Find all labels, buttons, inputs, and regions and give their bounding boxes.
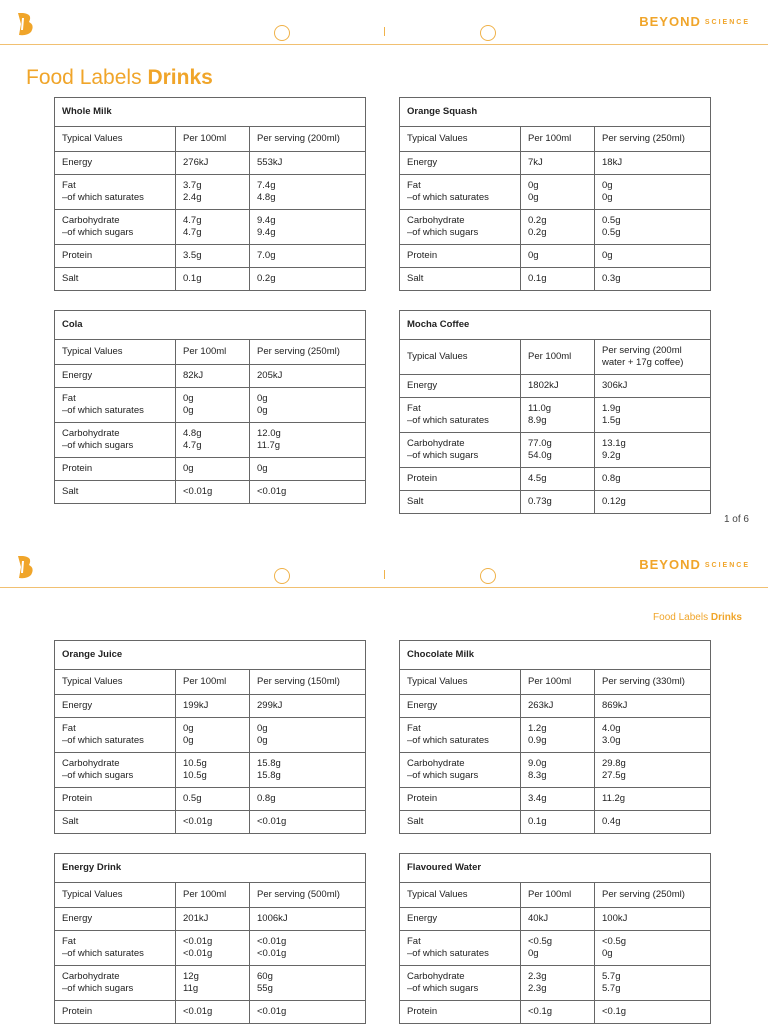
brand-name: BEYOND SCIENCE — [639, 14, 750, 29]
nutrient-value: 0g 0g — [176, 718, 250, 752]
header-divider — [0, 44, 768, 45]
table-row — [400, 491, 710, 513]
header-divider — [0, 587, 768, 588]
nutrient-value: 9.4g 9.4g — [257, 215, 276, 238]
nutrient-value: 11.2g — [602, 793, 626, 804]
nutrition-table — [399, 853, 711, 1024]
row-label: Protein — [55, 1001, 176, 1023]
nutrient-value: 12.0g 11.7g — [257, 428, 281, 451]
table-row — [55, 1001, 365, 1023]
row-label: Protein — [400, 245, 521, 267]
brand-logo-icon — [14, 555, 36, 579]
nutrient-value: 0g 0g — [257, 723, 268, 746]
column-header: Typical Values — [400, 127, 521, 151]
column-header: Per serving (200ml water + 17g coffee) — [602, 345, 684, 368]
binder-hole-icon — [274, 25, 290, 41]
nutrient-value: 1802kJ — [521, 375, 595, 397]
nutrient-value: 0.12g — [602, 496, 626, 507]
nutrient-value: 9.0g 8.3g — [521, 753, 595, 787]
column-header: Per 100ml — [176, 670, 250, 694]
nutrient-value: 869kJ — [602, 700, 628, 711]
nutrient-value: 0.2g — [257, 273, 276, 284]
nutrient-value: 60g 55g — [257, 971, 273, 994]
nutrient-value: 0.5g — [176, 788, 250, 810]
nutrient-value: 0g 0g — [521, 175, 595, 209]
column-header: Per 100ml — [521, 883, 595, 907]
table-row — [55, 811, 365, 833]
column-header: Per serving (250ml) — [257, 346, 340, 357]
nutrient-value: 0g — [176, 458, 250, 480]
table-header-row — [55, 670, 365, 695]
table-row — [55, 481, 365, 503]
table-row — [55, 245, 365, 268]
column-header: Per serving (330ml) — [602, 676, 685, 687]
row-label: Salt — [400, 491, 521, 513]
nutrient-value: 306kJ — [602, 380, 628, 391]
table-row — [400, 931, 710, 966]
nutrition-table — [399, 640, 711, 834]
row-label: Salt — [55, 268, 176, 290]
nutrient-value: 299kJ — [257, 700, 283, 711]
table-header-row — [55, 127, 365, 152]
nutrient-value: 0g — [521, 245, 595, 267]
row-label: Carbohydrate –of which sugars — [55, 210, 176, 244]
page-number: 1 of 6 — [723, 514, 749, 525]
nutrient-value: 2.3g 2.3g — [521, 966, 595, 1000]
table-header-row — [400, 670, 710, 695]
column-header: Typical Values — [400, 883, 521, 907]
nutrient-value: 1.2g 0.9g — [521, 718, 595, 752]
row-label: Energy — [400, 908, 521, 930]
nutrient-value: <0.01g — [257, 1006, 287, 1017]
nutrient-value: 13.1g 9.2g — [602, 438, 626, 461]
breadcrumb: Food Labels Drinks — [653, 612, 742, 623]
nutrient-value: 0g — [602, 250, 613, 261]
nutrient-value: 0.1g — [176, 268, 250, 290]
table-title: Cola — [55, 311, 365, 340]
table-title: Chocolate Milk — [400, 641, 710, 670]
nutrient-value: 4.0g 3.0g — [602, 723, 621, 746]
nutrient-value: 1.9g 1.5g — [602, 403, 621, 426]
nutrient-value: 40kJ — [521, 908, 595, 930]
table-row — [55, 152, 365, 175]
row-label: Protein — [55, 788, 176, 810]
nutrient-value: 18kJ — [602, 157, 623, 168]
nutrient-value: 0.4g — [602, 816, 621, 827]
nutrient-value: 29.8g 27.5g — [602, 758, 626, 781]
fold-mark — [384, 27, 385, 36]
nutrition-table — [54, 310, 366, 504]
column-header: Per serving (250ml) — [602, 133, 685, 144]
table-row — [400, 966, 710, 1001]
table-row — [55, 788, 365, 811]
nutrient-value: 100kJ — [602, 913, 628, 924]
nutrient-value: <0.01g <0.01g — [257, 936, 287, 959]
nutrient-value: 0.73g — [521, 491, 595, 513]
row-label: Protein — [55, 458, 176, 480]
table-row — [400, 695, 710, 718]
row-label: Salt — [55, 811, 176, 833]
row-label: Protein — [400, 788, 521, 810]
row-label: Energy — [400, 375, 521, 397]
table-row — [400, 468, 710, 491]
table-row — [55, 388, 365, 423]
nutrient-value: 5.7g 5.7g — [602, 971, 621, 994]
nutrient-value: 0g 0g — [257, 393, 268, 416]
table-row — [400, 1001, 710, 1023]
nutrient-value: 4.8g 4.7g — [176, 423, 250, 457]
row-label: Carbohydrate –of which sugars — [55, 966, 176, 1000]
table-row — [55, 931, 365, 966]
nutrition-table — [54, 640, 366, 834]
column-header: Per serving (200ml) — [257, 133, 340, 144]
nutrient-value: 553kJ — [257, 157, 283, 168]
nutrient-value: 0.8g — [602, 473, 621, 484]
nutrient-value: 201kJ — [176, 908, 250, 930]
column-header: Typical Values — [55, 670, 176, 694]
nutrient-value: 276kJ — [176, 152, 250, 174]
page-header — [0, 0, 768, 46]
nutrient-value: <0.1g — [521, 1001, 595, 1023]
brand-logo-icon — [14, 12, 36, 36]
row-label: Carbohydrate –of which sugars — [400, 210, 521, 244]
row-label: Carbohydrate –of which sugars — [400, 966, 521, 1000]
column-header: Per 100ml — [521, 670, 595, 694]
row-label: Salt — [400, 811, 521, 833]
row-label: Fat –of which saturates — [400, 175, 521, 209]
row-label: Energy — [55, 908, 176, 930]
nutrient-value: 0.1g — [521, 811, 595, 833]
column-header: Per 100ml — [521, 127, 595, 151]
brand-name: BEYOND SCIENCE — [639, 557, 750, 572]
nutrient-value: 12g 11g — [176, 966, 250, 1000]
row-label: Fat –of which saturates — [55, 388, 176, 422]
nutrient-value: <0.01g — [176, 811, 250, 833]
table-row — [55, 175, 365, 210]
nutrient-value: <0.01g — [176, 481, 250, 503]
table-header-row — [55, 883, 365, 908]
table-title: Orange Squash — [400, 98, 710, 127]
row-label: Carbohydrate –of which sugars — [400, 753, 521, 787]
row-label: Fat –of which saturates — [55, 931, 176, 965]
table-row — [55, 718, 365, 753]
nutrient-value: 7.0g — [257, 250, 276, 261]
table-title: Orange Juice — [55, 641, 365, 670]
nutrient-value: <0.01g <0.01g — [176, 931, 250, 965]
column-header: Typical Values — [55, 127, 176, 151]
table-header-row — [400, 127, 710, 152]
row-label: Fat –of which saturates — [400, 931, 521, 965]
table-row — [400, 375, 710, 398]
nutrient-value: 4.5g — [521, 468, 595, 490]
row-label: Carbohydrate –of which sugars — [55, 423, 176, 457]
row-label: Fat –of which saturates — [55, 175, 176, 209]
page-title: Food Labels Drinks — [26, 66, 213, 89]
nutrient-value: 10.5g 10.5g — [176, 753, 250, 787]
row-label: Fat –of which saturates — [400, 718, 521, 752]
table-row — [400, 811, 710, 833]
nutrient-value: 77.0g 54.0g — [521, 433, 595, 467]
nutrient-value: <0.01g — [257, 816, 287, 827]
nutrient-value: 4.7g 4.7g — [176, 210, 250, 244]
nutrient-value: <0.1g — [602, 1006, 627, 1017]
nutrition-table — [399, 310, 711, 514]
binder-hole-icon — [274, 568, 290, 584]
table-header-row — [400, 340, 710, 375]
table-title: Energy Drink — [55, 854, 365, 883]
column-header: Typical Values — [55, 883, 176, 907]
nutrient-value: 0.1g — [521, 268, 595, 290]
row-label: Carbohydrate –of which sugars — [55, 753, 176, 787]
page-header — [0, 543, 768, 589]
table-row — [400, 268, 710, 290]
column-header: Per serving (150ml) — [257, 676, 340, 687]
nutrient-value: 7kJ — [521, 152, 595, 174]
nutrient-value: 3.4g — [521, 788, 595, 810]
nutrient-value: 3.7g 2.4g — [176, 175, 250, 209]
row-label: Fat –of which saturates — [55, 718, 176, 752]
nutrient-value: 263kJ — [521, 695, 595, 717]
row-label: Energy — [400, 152, 521, 174]
table-row — [55, 423, 365, 458]
nutrient-value: <0.01g — [176, 1001, 250, 1023]
nutrient-value: 0g — [257, 463, 268, 474]
table-row — [400, 718, 710, 753]
nutrient-value: 1006kJ — [257, 913, 288, 924]
nutrient-value: 11.0g 8.9g — [521, 398, 595, 432]
table-row — [55, 458, 365, 481]
row-label: Carbohydrate –of which sugars — [400, 433, 521, 467]
row-label: Salt — [55, 481, 176, 503]
table-header-row — [55, 340, 365, 365]
table-row — [55, 908, 365, 931]
nutrient-value: 199kJ — [176, 695, 250, 717]
table-title: Mocha Coffee — [400, 311, 710, 340]
table-title: Whole Milk — [55, 98, 365, 127]
table-row — [400, 788, 710, 811]
table-row — [400, 908, 710, 931]
column-header: Per 100ml — [176, 127, 250, 151]
table-row — [400, 210, 710, 245]
nutrient-value: <0.5g 0g — [521, 931, 595, 965]
table-row — [400, 433, 710, 468]
column-header: Typical Values — [55, 340, 176, 364]
table-row — [55, 753, 365, 788]
nutrient-value: 0.2g 0.2g — [521, 210, 595, 244]
nutrient-value: 3.5g — [176, 245, 250, 267]
nutrient-value: <0.5g 0g — [602, 936, 627, 959]
row-label: Energy — [55, 152, 176, 174]
row-label: Salt — [400, 268, 521, 290]
table-row — [55, 695, 365, 718]
column-header: Per 100ml — [521, 340, 595, 374]
binder-hole-icon — [480, 25, 496, 41]
nutrient-value: 0g 0g — [602, 180, 613, 203]
nutrition-table — [54, 853, 366, 1024]
nutrient-value: 0.8g — [257, 793, 276, 804]
row-label: Fat –of which saturates — [400, 398, 521, 432]
column-header: Per 100ml — [176, 883, 250, 907]
table-row — [400, 152, 710, 175]
table-row — [400, 753, 710, 788]
table-row — [55, 966, 365, 1001]
column-header: Per serving (500ml) — [257, 889, 340, 900]
page-2 — [0, 543, 768, 1024]
row-label: Energy — [400, 695, 521, 717]
row-label: Energy — [55, 695, 176, 717]
table-header-row — [400, 883, 710, 908]
column-header: Per 100ml — [176, 340, 250, 364]
column-header: Per serving (250ml) — [602, 889, 685, 900]
table-row — [55, 365, 365, 388]
nutrient-value: 205kJ — [257, 370, 283, 381]
nutrient-value: 82kJ — [176, 365, 250, 387]
nutrient-value: <0.01g — [257, 486, 287, 497]
row-label: Protein — [400, 1001, 521, 1023]
row-label: Protein — [55, 245, 176, 267]
table-row — [400, 175, 710, 210]
column-header: Typical Values — [400, 670, 521, 694]
table-row — [400, 398, 710, 433]
nutrition-table — [399, 97, 711, 291]
nutrient-value: 0g 0g — [176, 388, 250, 422]
binder-hole-icon — [480, 568, 496, 584]
table-row — [400, 245, 710, 268]
nutrition-table — [54, 97, 366, 291]
nutrient-value: 0.5g 0.5g — [602, 215, 621, 238]
column-header: Typical Values — [400, 340, 521, 374]
nutrient-value: 0.3g — [602, 273, 621, 284]
nutrient-value: 15.8g 15.8g — [257, 758, 281, 781]
table-row — [55, 210, 365, 245]
row-label: Protein — [400, 468, 521, 490]
table-row — [55, 268, 365, 290]
table-title: Flavoured Water — [400, 854, 710, 883]
nutrient-value: 7.4g 4.8g — [257, 180, 276, 203]
row-label: Energy — [55, 365, 176, 387]
fold-mark — [384, 570, 385, 579]
